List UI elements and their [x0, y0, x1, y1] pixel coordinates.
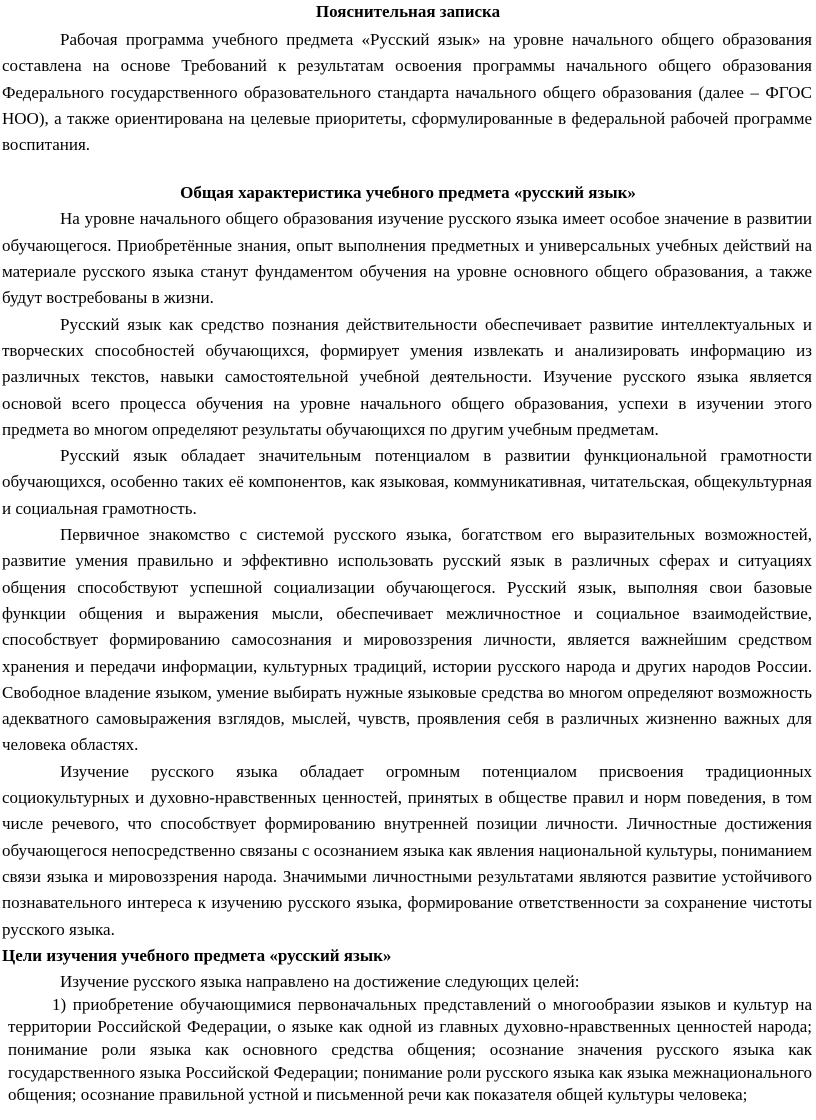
body-paragraph: Русский язык обладает значительным потенциалом в развитии функциональной грамотности обучающихся, особенно таких её компонентов, как языковая, коммуникативная, читательская, общекультурная и социальная грамотность. [2, 446, 812, 518]
document-title: Пояснительная записка [315, 2, 501, 21]
body-paragraph: Изучение русского языка обладает огромным потенциалом присвоения традиционных социокультурных и духовно-нравственных ценностей, принятых в обществе правил и норм поведения, в том числе речевого, что способствует формированию внутренней позиции личности. Личностные достижения обучающегося непосредственно связаны с осознанием языка как явления национальной культуры, пониманием связи языка и мировоззрения народа. Значимыми личностными результатами являются развитие устойчивого познавательного интереса к изучению русского языка, формирование ответственности за сохранение чистоты русского языка. [2, 761, 812, 939]
goals-lead-paragraph: Изучение русского языка направлено на достижение следующих целей: [60, 971, 580, 991]
goal-list-item: 1) приобретение обучающимися первоначальных представлений о многообразии языков и культур на территории Российской Федерации, о языке как одной из главных духовно-нравственных ценностей народа; понимание роли языка как основного средства общения; осознание значения русского языка как государственного языка Российской Федерации; понимание роли русского языка как языка межнационального общения; осознание правильной устной и письменной речи как показателя общей культуры человека; [8, 994, 812, 1105]
section-heading-goals: Цели изучения учебного предмета «русский язык» [2, 945, 392, 965]
body-paragraph: На уровне начального общего образования изучение русского языка имеет особое значение в развитии обучающегося. Приобретённые знания, опыт выполнения предметных и универсальных учебных действий на материале русского языка станут фундаментом обучения на уровне основного общего образования, а также будут востребованы в жизни. [2, 209, 812, 308]
section-spacer [0, 158, 816, 180]
body-paragraph: Русский язык как средство познания действительности обеспечивает развитие интеллектуальных и творческих способностей обучающихся, формирует умения извлекать и анализировать информацию из различных текстов, навыки самостоятельной учебной деятельности. Изучение русского языка является основой всего процесса обучения на уровне начального общего образования, успехи в изучении этого предмета во многом определяют результаты обучающихся по другим учебным предметам. [2, 314, 812, 439]
intro-paragraph: Рабочая программа учебного предмета «Русский язык» на уровне начального общего образования составлена на основе Требований к результатам освоения программы начального общего образования Федерального государственного образовательного стандарта начального общего образования (далее – ФГОС НОО), а также ориентирована на целевые приоритеты, сформулированные в федеральной рабочей программе воспитания. [2, 30, 812, 155]
section-heading-characteristics: Общая характеристика учебного предмета «русский язык» [180, 183, 636, 203]
body-paragraph: Первичное знакомство с системой русского языка, богатством его выразительных возможностей, развитие умения правильно и эффективно использовать русский язык в различных сферах и ситуациях общения способствуют успешной социализации обучающегося. Русский язык, выполняя свои базовые функции общения и выражения мысли, обеспечивает межличностное и социальное взаимодействие, способствует формированию самосознания и мировоззрения личности, является важнейшим средством хранения и передачи информации, культурных традиций, истории русского народа и других народов России. Свободное владение языком, умение выбирать нужные языковые средства во многом определяют возможность адекватного самовыражения взглядов, мыслей, чувств, проявления себя в различных жизненно важных для человека областях. [2, 525, 812, 755]
